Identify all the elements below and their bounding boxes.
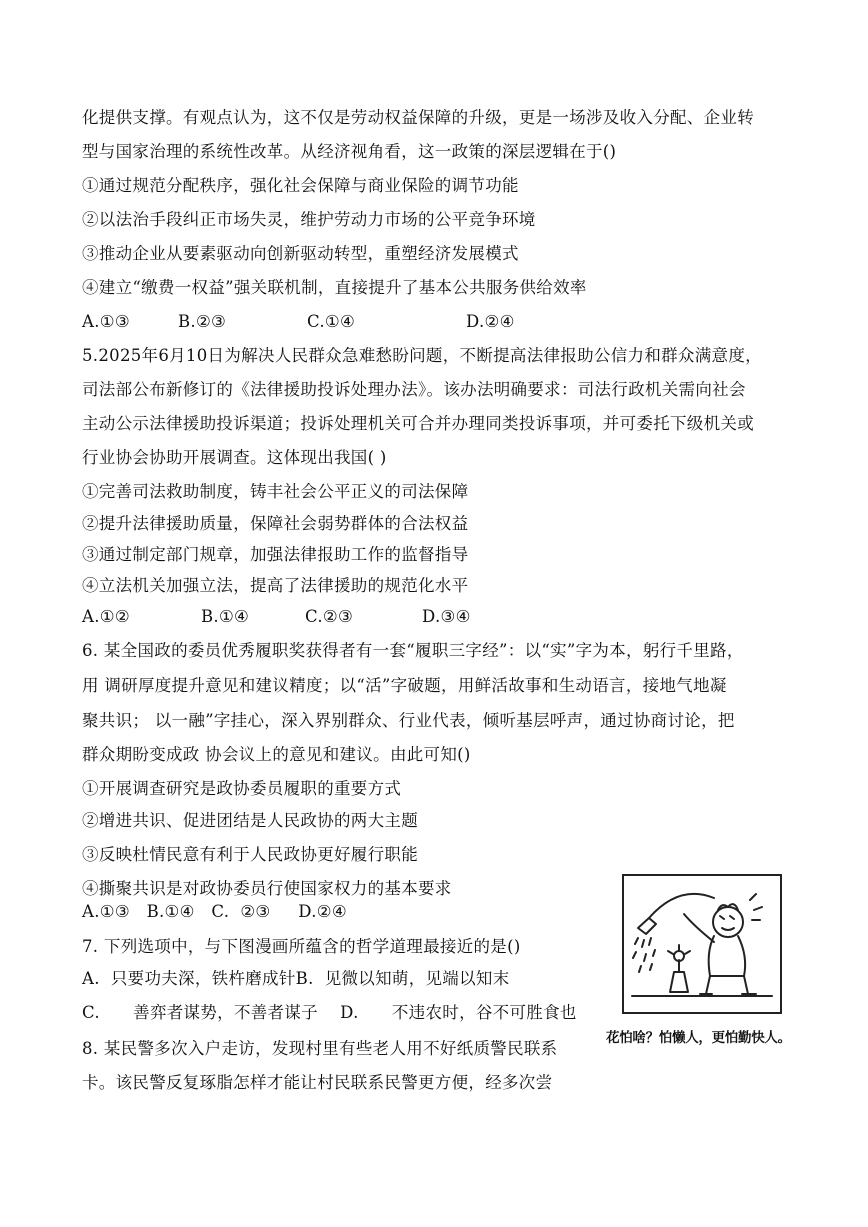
q4-option-b: B.②③ — [178, 312, 227, 331]
q4-option-d: D.②④ — [466, 312, 515, 331]
q6-stem-line-3: 聚共识； 以一融”字挂心，深入界别群众、行业代表，倾听基层呼声，通过协商讨论，把 — [82, 711, 735, 730]
q6-item-2: ②增进共识、促进团结是人民政协的两大主题 — [82, 811, 418, 830]
q5-stem-line-2: 司法部公布新修订的《法律援助投诉处理办法》。该办法明确要求：司法行政机关需向社会 — [82, 380, 746, 399]
q5-options — [82, 607, 471, 627]
q6-stem-line-2: 用 调研厚度提升意见和建议精度；以“活”字破题，用鲜活故事和生动语言，接地气地凝 — [82, 676, 727, 695]
q4-item-4: ④建立“缴费一权益”强关联机制，直接提升了基本公共服务供给效率 — [82, 278, 587, 297]
q4-options — [82, 312, 515, 332]
q4-item-3: ③推动企业从要素驱动向创新驱动转型，重塑经济发展模式 — [82, 244, 519, 263]
q6-stem-line-4: 群众期盼变成政 协会议上的意见和建议。由此可知() — [82, 745, 471, 764]
q5-option-d: D.③④ — [422, 607, 471, 626]
q6-stem-line-1: 6. 某全国政的委员优秀履职奖获得者有一套“履职三字经”：以“实”字为本，躬行千里路， — [82, 641, 744, 660]
q7-options-cd: C. 善弈者谋势，不善者谋子 D. 不违农时，谷不可胜食也 — [82, 1003, 577, 1022]
q5-stem-line-3: 主动公示法律援助投诉渠道；投诉处理机关可合并办理同类投诉事项，并可委托下级机关或 — [82, 414, 754, 433]
q4-item-1: ①通过规范分配秩序，强化社会保障与商业保险的调节功能 — [82, 176, 519, 195]
q4-stem-line-2: 型与国家治理的系统性改革。从经济视角看，这一政策的深层逻辑在于() — [82, 142, 617, 161]
q5-option-b: B.①④ — [201, 607, 250, 626]
q5-item-3: ③通过制定部门规章，加强法律报助工作的监督指导 — [82, 545, 469, 564]
q6-item-4: ④撕聚共识是对政协委员行使国家权力的基本要求 — [82, 879, 452, 898]
cartoon-drawing — [624, 876, 780, 1012]
q7-stem: 7. 下列选项中，与下图漫画所蕴含的哲学道理最接近的是() — [82, 937, 521, 956]
q5-item-2: ②提升法律援助质量，保障社会弱势群体的合法权益 — [82, 514, 469, 533]
q4-item-2: ②以法治手段纠正市场失灵，维护劳动力市场的公平竞争环境 — [82, 210, 536, 229]
q5-option-c: C.②③ — [305, 607, 354, 626]
cartoon-caption: 花怕啥？怕懒人，更怕勤快人。 — [606, 1030, 791, 1046]
q4-stem-line-1: 化提供支撑。有观点认为，这不仅是劳动权益保障的升级，更是一场涉及收入分配、企业转 — [82, 108, 754, 127]
q4-option-c: C.①④ — [307, 312, 356, 331]
q5-stem-line-4: 行业协会协助开展调查。这体现出我国( ) — [82, 448, 387, 467]
q5-item-1: ①完善司法救助制度，铸丰社会公平正义的司法保障 — [82, 482, 469, 501]
cartoon-image — [622, 874, 782, 1014]
q6-options: A.①③ B.①④ C. ②③ D.②④ — [82, 902, 347, 921]
q8-stem-line-2: 卡。该民警反复琢脂怎样才能让村民联系民警更方便，经多次尝 — [82, 1073, 553, 1092]
q8-stem-line-1: 8. 某民警多次入户走访，发现村里有些老人用不好纸质警民联系 — [82, 1039, 558, 1058]
q7-options-ab: A. 只要功夫深，铁杵磨成针B. 见微以知萌，见端以知末 — [82, 969, 510, 988]
q5-item-4: ④立法机关加强立法，提高了法律援助的规范化水平 — [82, 576, 469, 595]
q6-item-1: ①开展调查研究是政协委员履职的重要方式 — [82, 779, 402, 798]
q6-item-3: ③反映杜情民意有利于人民政协更好履行职能 — [82, 845, 418, 864]
q5-stem-line-1: 5.2025年6月10日为解决人民群众急难愁盼问题，不断提高法律报助公信力和群众满意度， — [82, 346, 762, 365]
q4-option-a: A.①③ — [82, 312, 130, 331]
q5-option-a: A.①② — [82, 607, 130, 626]
